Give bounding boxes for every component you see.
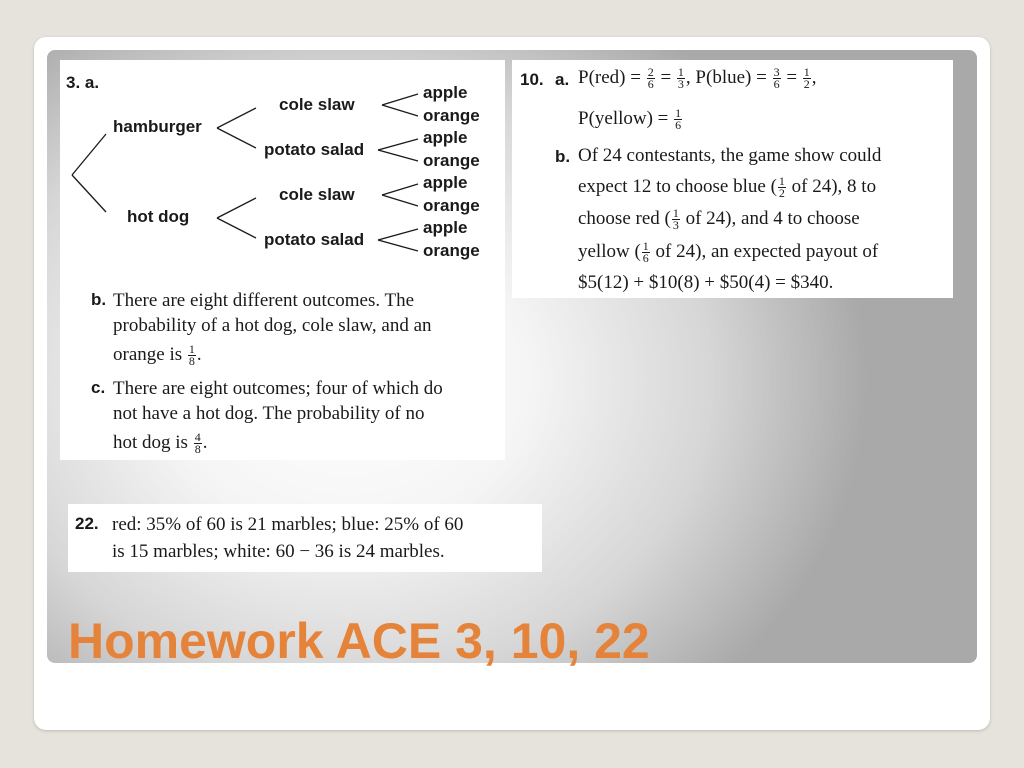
fraction (773, 67, 781, 90)
fraction-denominator: 2 (778, 186, 785, 201)
fraction-denominator: 6 (642, 251, 649, 266)
question-10-part-a-line-1: P(red) = $\frac{2}{6}$ = $\frac{1}{3}$ , P(blue) = $\frac{3}{6}$ = $\frac{1}{2}$ , (578, 65, 817, 92)
question-10-panel (512, 60, 953, 298)
question-22-line-2: is 15 marbles; white: 60 − 36 is 24 marbles. (112, 541, 445, 562)
question-3-part-c-line-1: There are eight outcomes; four of which do (113, 378, 443, 399)
tree-fruit-apple: apple (423, 83, 468, 102)
fraction-numerator: 1 (188, 342, 195, 357)
question-10-part-b-line-2 (578, 174, 876, 199)
tree-fruit-apple: apple (423, 173, 468, 192)
fraction-numerator: 3 (773, 65, 780, 80)
question-22-panel (68, 504, 542, 572)
tree-side-potato-salad: potato salad (264, 230, 365, 249)
fraction-numerator: 2 (647, 65, 654, 80)
fraction (188, 344, 196, 367)
fraction-denominator: 6 (675, 118, 682, 133)
question-3-part-c-line-2: not have a hot dog. The probability of no (113, 403, 425, 424)
fraction (803, 67, 811, 90)
fraction-denominator: 2 (803, 77, 810, 92)
question-10-part-b-line-5: $5(12) + $10(8) + $50(4) = $340. (578, 272, 834, 293)
question-10-part-b-line-4 (578, 239, 878, 264)
tree-fruit-apple: apple (423, 128, 468, 147)
fraction (672, 208, 680, 231)
fraction-denominator: 6 (647, 77, 654, 92)
fraction (642, 241, 650, 264)
text: of 24), an expected payout of (655, 241, 879, 262)
question-3-panel (60, 60, 505, 460)
question-22-line-1: red: 35% of 60 is 21 marbles; blue: 25% of 60 (112, 514, 464, 535)
p-blue-text: , P(blue) = (685, 67, 767, 88)
fraction-denominator: 8 (194, 442, 201, 457)
question-10-part-b-line-3 (578, 206, 860, 231)
fraction (194, 432, 202, 455)
tree-root-hamburger: hamburger (113, 117, 202, 136)
question-3-part-c-line-3: hot dog is $\frac{4}{8}$ . (113, 430, 208, 457)
text: of 24), 8 to (791, 176, 877, 197)
fraction-numerator: 4 (194, 430, 201, 445)
tree-fruit-apple: apple (423, 218, 468, 237)
fraction-numerator: 1 (778, 174, 785, 189)
text: of 24), and 4 to choose (685, 208, 860, 229)
tree-fruit-orange: orange (423, 106, 480, 125)
question-3-part-c-text: hot dog is (113, 432, 188, 453)
fraction (778, 176, 786, 199)
p-yellow-text: P(yellow) = (578, 108, 669, 129)
question-22-label: 22. (75, 514, 99, 533)
question-3-part-b-label: b. (91, 290, 107, 309)
question-10-part-b-line-1: Of 24 contestants, the game show could (578, 145, 882, 166)
question-3-part-b-line-1: There are eight different outcomes. The (113, 290, 415, 311)
tree-side-cole-slaw: cole slaw (279, 185, 355, 204)
question-10-label: 10. (520, 70, 544, 89)
fraction-numerator: 1 (672, 206, 679, 221)
fraction-denominator: 6 (773, 77, 780, 92)
fraction-denominator: 3 (677, 77, 684, 92)
fraction-numerator: 1 (803, 65, 810, 80)
fraction (674, 108, 682, 131)
question-3-part-c-label: c. (91, 378, 106, 397)
tree-fruit-orange: orange (423, 241, 480, 260)
tree-fruit-orange: orange (423, 151, 480, 170)
fraction-denominator: 8 (188, 354, 195, 369)
fraction-denominator: 3 (672, 218, 679, 233)
text: expect 12 to choose blue ( (578, 176, 777, 197)
fraction-numerator: 1 (642, 239, 649, 254)
question-3-label: 3. a. (66, 73, 100, 92)
question-3-part-b-text: orange is (113, 344, 183, 365)
tree-side-potato-salad: potato salad (264, 140, 365, 159)
question-3-part-b-line-3: orange is $\frac{1}{8}$ . (113, 342, 202, 369)
tree-side-cole-slaw: cole slaw (279, 95, 355, 114)
tree-fruit-orange: orange (423, 196, 480, 215)
fraction-numerator: 1 (677, 65, 684, 80)
slide-title: Homework ACE 3, 10, 22 (68, 613, 650, 669)
fraction (677, 67, 685, 90)
fraction (647, 67, 655, 90)
p-red-text: P(red) = (578, 67, 641, 88)
question-10-part-b-label: b. (555, 147, 571, 166)
question-3-part-b-line-2: probability of a hot dog, cole slaw, and an (113, 315, 432, 336)
tree-root-hot-dog: hot dog (127, 207, 190, 226)
question-10-part-a-line-2 (578, 106, 683, 131)
text: yellow ( (578, 241, 641, 262)
text: choose red ( (578, 208, 671, 229)
fraction-numerator: 1 (675, 106, 682, 121)
question-10-part-a-label: a. (555, 70, 570, 89)
